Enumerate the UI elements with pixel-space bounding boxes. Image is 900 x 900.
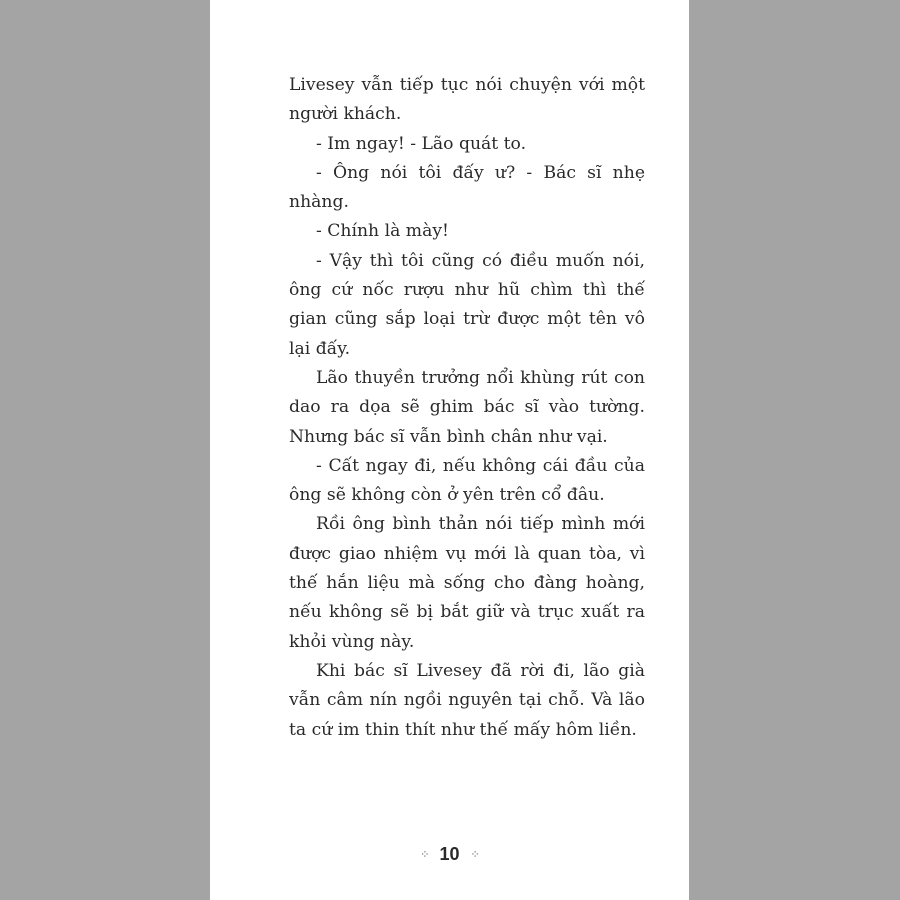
ornament-right-icon: ⁘ — [470, 848, 479, 861]
paragraph: - Cất ngay đi, nếu không cái đầu của ông sẽ không còn ở yên trên cổ đâu. — [289, 455, 645, 506]
book-page — [210, 0, 689, 900]
ornament-left-icon: ⁘ — [420, 848, 429, 861]
paragraph: Rồi ông bình thản nói tiếp mình mới được giao nhiệm vụ mới là quan tòa, vì thế hắn liệu mà sống cho đàng hoàng, nếu không sẽ bị bắt giữ và trục xuất ra khỏi vùng này. — [289, 514, 645, 652]
paragraph: - Ông nói tôi đấy ư? - Bác sĩ nhẹ nhàng. — [289, 162, 645, 213]
paragraph: - Chính là mày! — [316, 221, 449, 242]
page-body-text — [289, 71, 645, 745]
paragraph: - Im ngay! - Lão quát to. — [316, 133, 527, 154]
paragraph: Khi bác sĩ Livesey đã rời đi, lão già vẫn câm nín ngồi nguyên tại chỗ. Và lão ta cứ im thin thít như thế mấy hôm liền. — [289, 660, 645, 740]
paragraph: - Vậy thì tôi cũng có điều muốn nói, ông cứ nốc rượu như hũ chìm thì thế gian cũng sắp loại trừ được một tên vô lại đấy. — [289, 250, 645, 359]
paragraph: Lão thuyền trưởng nổi khùng rút con dao ra dọa sẽ ghim bác sĩ vào tường. Nhưng bác sĩ vẫn bình chân như vại. — [289, 367, 645, 447]
page-number — [210, 843, 689, 865]
page-number-value: 10 — [439, 843, 460, 864]
paragraph: Livesey vẫn tiếp tục nói chuyện với một người khách. — [289, 75, 645, 125]
